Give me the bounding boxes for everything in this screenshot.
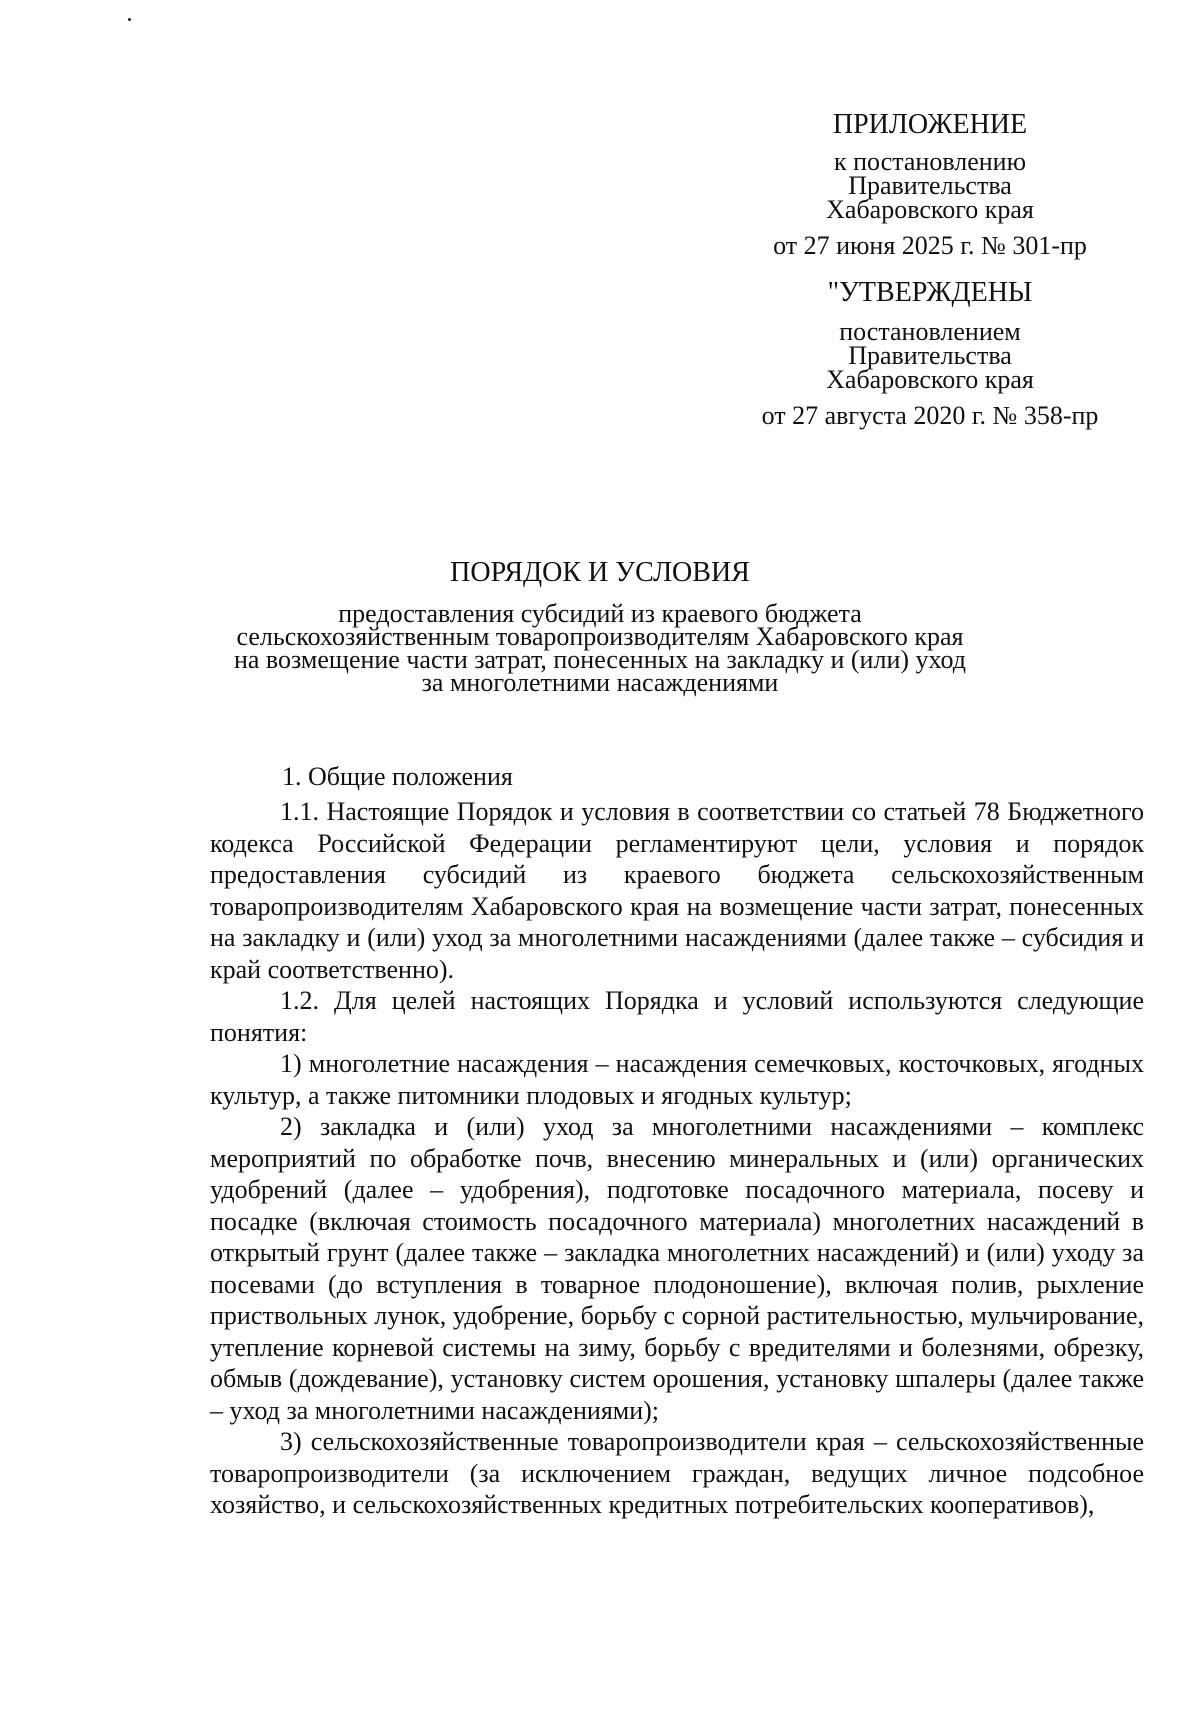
annex-line-3: Хабаровского края xyxy=(826,195,1034,224)
annex-line-2: Правительства xyxy=(848,171,1012,200)
paragraph: 1.1. Настоящие Порядок и условия в соответствии со статьей 78 Бюджетного кодекса Российской Федерации регламентируют цели, условия и порядок предоставления субсидий из краевого бюджета сельскохозяйственным товаропроизводителям Хабаровского края на возмещение части затрат, понесенных на закладку и (или) уход за многолетними насаждениями (далее также – субсидия и край соответственно). xyxy=(210,797,1144,984)
paragraph: 3) сельскохозяйственные товаропроизводители края – сельскохозяйственные товаропроизводители (за исключением граждан, ведущих личное подсобное хозяйство, и сельскохозяйственных кредитных потребительских кооперативов), xyxy=(210,1427,1144,1519)
paragraph: 2) закладка и (или) уход за многолетними насаждениями – комплекс мероприятий по обработке почв, внесению минеральных и (или) органических удобрений (далее – удобрения), подготовке посадочного материала, посеву и посадке (включая стоимость посадочного материала) многолетних насаждений в открытый грунт (далее также – закладка многолетних насаждений) и (или) уходу за посевами (до вступления в товарное плодоношение), включая полив, рыхление приствольных лунок, удобрение, борьбу с сорной растительностью, мульчирование, утепление корневой системы на зиму, борьбу с вредителями и болезнями, обрезку, обмыв (дождевание), установку систем орошения, установку шпалеры (далее также – уход за многолетними насаждениями); xyxy=(210,1112,1144,1425)
paragraph: 1) многолетние насаждения – насаждения семечковых, косточковых, ягодных культур, а также питомники плодовых и ягодных культур; xyxy=(210,1049,1144,1110)
approved-line-1: постановлением xyxy=(839,317,1021,346)
approved-date: от 27 августа 2020 г. № 358-пр xyxy=(761,401,1099,430)
document-heading xyxy=(180,556,1020,697)
subtitle-line: на возмещение части затрат, понесенных на закладку и (или) уход xyxy=(233,645,967,674)
document-body xyxy=(210,796,1144,1521)
document-title: ПОРЯДОК И УСЛОВИЯ xyxy=(450,557,750,588)
approved-line-2: Правительства xyxy=(848,341,1012,370)
approved-line-3: Хабаровского края xyxy=(826,365,1034,394)
document-subtitle xyxy=(180,599,1020,697)
subtitle-line: предоставления субсидий из краевого бюджета xyxy=(338,599,862,628)
annex-line-1: к постановлению xyxy=(833,147,1027,176)
approved-label: "УТВЕРЖДЕНЫ xyxy=(827,277,1033,308)
annex-label: ПРИЛОЖЕНИЕ xyxy=(832,109,1028,140)
section-title: 1. Общие положения xyxy=(282,762,513,791)
annex-block xyxy=(720,110,1140,258)
paragraph: 1.2. Для целей настоящих Порядка и условий используются следующие понятия: xyxy=(210,986,1144,1047)
subtitle-line: сельскохозяйственным товаропроизводителям Хабаровского края xyxy=(236,622,964,651)
scan-speck xyxy=(128,18,131,21)
subtitle-line: за многолетними насаждениями xyxy=(421,668,779,697)
approved-block xyxy=(720,278,1140,428)
annex-date: от 27 июня 2025 г. № 301-пр xyxy=(773,231,1087,260)
